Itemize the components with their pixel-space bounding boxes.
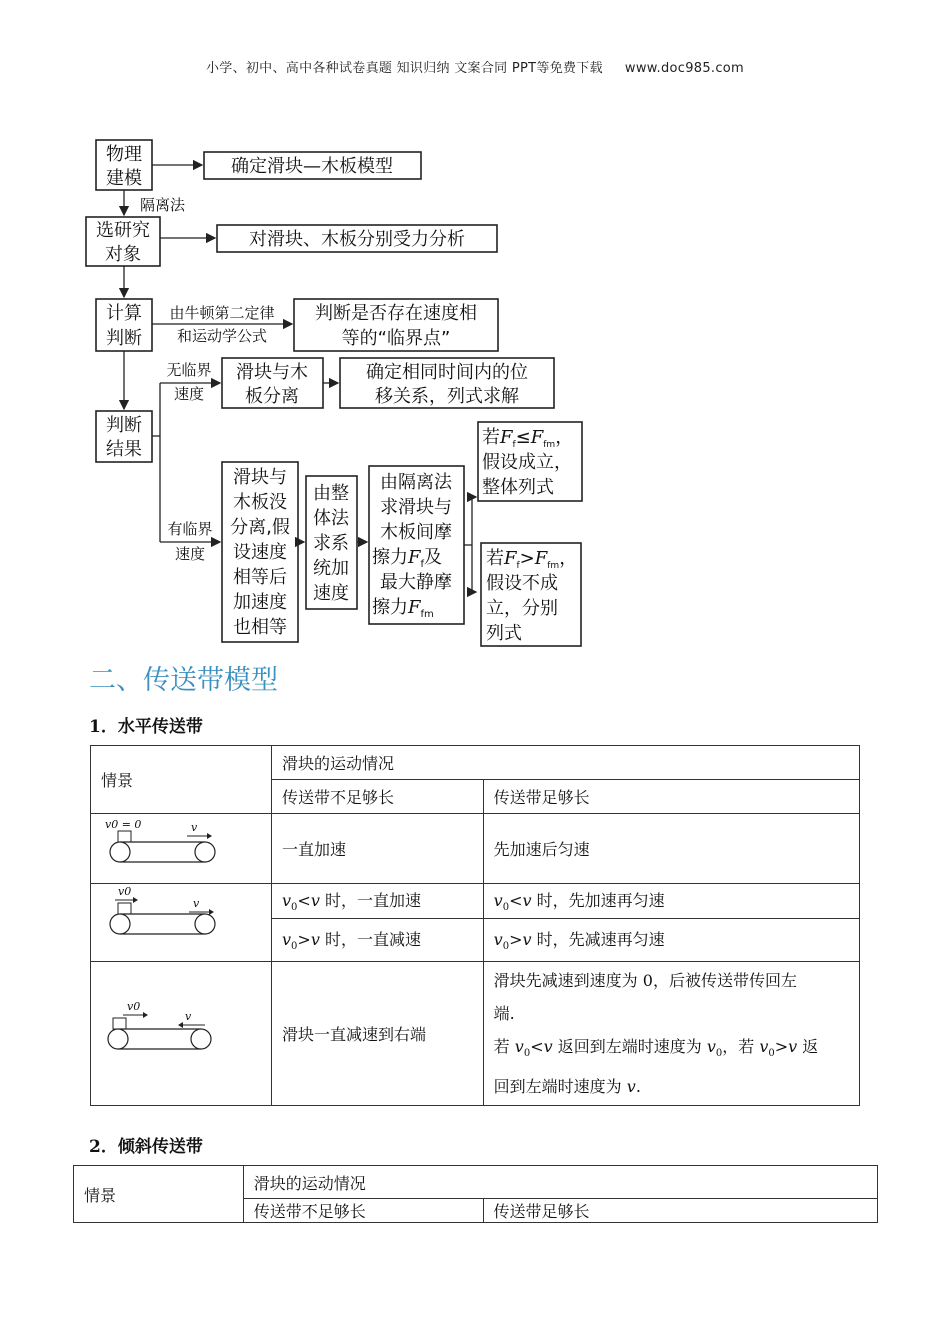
box-select-text-2: 对象 bbox=[105, 244, 141, 265]
block-icon bbox=[118, 831, 131, 842]
box-no-separate-text: 也相等 bbox=[233, 617, 287, 638]
box-whole-text: 体法 bbox=[313, 508, 349, 529]
box-no-separate-text: 设速度 bbox=[233, 542, 287, 563]
box-le-line3: 整体列式 bbox=[482, 477, 554, 498]
box-no-separate-text: 加速度 bbox=[233, 592, 287, 613]
table-horizontal bbox=[90, 745, 860, 1106]
block-icon bbox=[113, 1018, 126, 1029]
diag2-v0-label: v0 bbox=[118, 884, 132, 898]
diag3-v0-label: v0 bbox=[127, 999, 141, 1013]
label-newton-2: 和运动学公式 bbox=[176, 327, 268, 345]
r2b-long: $v_0>v$ 时，先减速再匀速 bbox=[483, 919, 859, 962]
box-gt-line4: 列式 bbox=[486, 623, 522, 644]
box-calc-text-1: 计算 bbox=[106, 303, 142, 324]
box-isolation-text-ffm: 擦力$F_{fm}$ bbox=[372, 597, 434, 620]
r3-long: 滑块先减速到速度为 0，后被传送带传回左 端. 若 $v_0<v$ 返回到左端时速度为 $v_0$，若 $v_0>v$ 返 回到左端时速度为 v. bbox=[483, 962, 859, 1106]
r2a-short: $v_0<v$ 时，一直加速 bbox=[272, 884, 484, 919]
box-no-separate-text: 木板没 bbox=[233, 492, 287, 513]
box-isolation-text: 求滑块与 bbox=[380, 497, 452, 518]
box-gt-line3: 立，分别 bbox=[486, 598, 558, 619]
scene-1-diagram bbox=[91, 814, 272, 884]
label-none-1: 无临界 bbox=[166, 361, 212, 379]
label-newton-1: 由牛顿第二定律 bbox=[169, 304, 275, 322]
r3-short: 滑块一直减速到右端 bbox=[272, 962, 484, 1106]
box-separate-text-1: 滑块与木 bbox=[236, 362, 308, 383]
box-isolation-text: 最大静摩 bbox=[380, 572, 452, 593]
r1-long: 先加速后匀速 bbox=[483, 814, 859, 884]
box-isolation-text-ff: 擦力$F_f$及 bbox=[372, 547, 443, 570]
incl-head-scene: 情景 bbox=[74, 1166, 244, 1223]
box-whole-text: 统加 bbox=[313, 558, 349, 579]
box-calc-text-2: 判断 bbox=[106, 328, 142, 349]
diag3-v-label: v bbox=[185, 1009, 192, 1023]
pulley-icon bbox=[110, 842, 130, 862]
box-physics-text-2: 建模 bbox=[106, 168, 142, 189]
box-gt-line2: 假设不成 bbox=[486, 573, 558, 594]
box-whole-text: 求系 bbox=[313, 533, 349, 554]
pulley-icon bbox=[195, 914, 215, 934]
box-le-line2: 假设成立， bbox=[482, 452, 572, 473]
incl-head-short: 传送带不足够长 bbox=[243, 1199, 483, 1223]
box-whole-text: 由整 bbox=[313, 483, 349, 504]
head-motion: 滑块的运动情况 bbox=[272, 746, 860, 780]
label-isolation: 隔离法 bbox=[140, 196, 186, 214]
pulley-icon bbox=[108, 1029, 128, 1049]
flowchart bbox=[0, 0, 950, 660]
section-title: 二、传送带模型 bbox=[89, 665, 278, 696]
box-result-text-2: 结果 bbox=[106, 439, 142, 460]
box-gt-line1: 若$F_f>F_{fm}$， bbox=[486, 548, 578, 571]
table-inclined bbox=[73, 1165, 878, 1223]
pulley-icon bbox=[195, 842, 215, 862]
pulley-icon bbox=[110, 914, 130, 934]
r1-short: 一直加速 bbox=[272, 814, 484, 884]
head-scene: 情景 bbox=[91, 746, 272, 814]
label-none-2: 速度 bbox=[173, 385, 205, 403]
diag1-v-label: v bbox=[191, 820, 198, 834]
box-isolation-text: 木板间摩 bbox=[380, 522, 452, 543]
scene-3-diagram bbox=[91, 962, 272, 1106]
head-long: 传送带足够长 bbox=[483, 780, 859, 814]
box-isolation-text: 由隔离法 bbox=[380, 472, 452, 493]
box-displacement-text-2: 移关系，列式求解 bbox=[375, 386, 519, 407]
r2a-long: $v_0<v$ 时，先加速再匀速 bbox=[483, 884, 859, 919]
box-force-text: 对滑块、木板分别受力分析 bbox=[249, 229, 465, 250]
box-model-text: 确定滑块—木板模型 bbox=[231, 156, 393, 177]
box-select-text-1: 选研究 bbox=[96, 220, 150, 241]
box-critical-text-2: 等的“临界点” bbox=[341, 328, 451, 349]
heading-inclined: 2．倾斜传送带 bbox=[89, 1137, 203, 1157]
header-site-text: 小学、初中、高中各种试卷真题 知识归纳 文案合同 PPT等免费下载 bbox=[205, 61, 603, 76]
head-short: 传送带不足够长 bbox=[272, 780, 484, 814]
label-has-1: 有临界 bbox=[167, 520, 213, 538]
box-separate-text-2: 板分离 bbox=[245, 386, 299, 407]
heading-horizontal: 1．水平传送带 bbox=[89, 717, 203, 737]
pulley-icon bbox=[191, 1029, 211, 1049]
box-whole-text: 速度 bbox=[313, 583, 349, 604]
box-critical-text-1: 判断是否存在速度相 bbox=[315, 303, 477, 324]
block-icon bbox=[118, 903, 131, 914]
box-le-line1: 若$F_f\le F_{fm}$， bbox=[482, 427, 574, 450]
box-no-separate-text: 滑块与 bbox=[233, 467, 287, 488]
incl-head-motion: 滑块的运动情况 bbox=[243, 1166, 877, 1199]
label-has-2: 速度 bbox=[174, 545, 206, 563]
box-physics-text-1: 物理 bbox=[106, 144, 142, 165]
scene-2-diagram bbox=[91, 884, 272, 962]
box-no-separate-text: 分离,假 bbox=[230, 517, 290, 538]
diag2-v-label: v bbox=[193, 896, 200, 910]
box-no-separate-text: 相等后 bbox=[233, 567, 287, 588]
header-url: www.doc985.com bbox=[624, 61, 745, 76]
incl-head-long: 传送带足够长 bbox=[483, 1199, 878, 1223]
r2b-short: $v_0>v$ 时，一直减速 bbox=[272, 919, 484, 962]
box-result-text-1: 判断 bbox=[106, 415, 142, 436]
box-displacement-text-1: 确定相同时间内的位 bbox=[366, 362, 528, 383]
diag1-v0-label: v0 = 0 bbox=[105, 817, 142, 831]
